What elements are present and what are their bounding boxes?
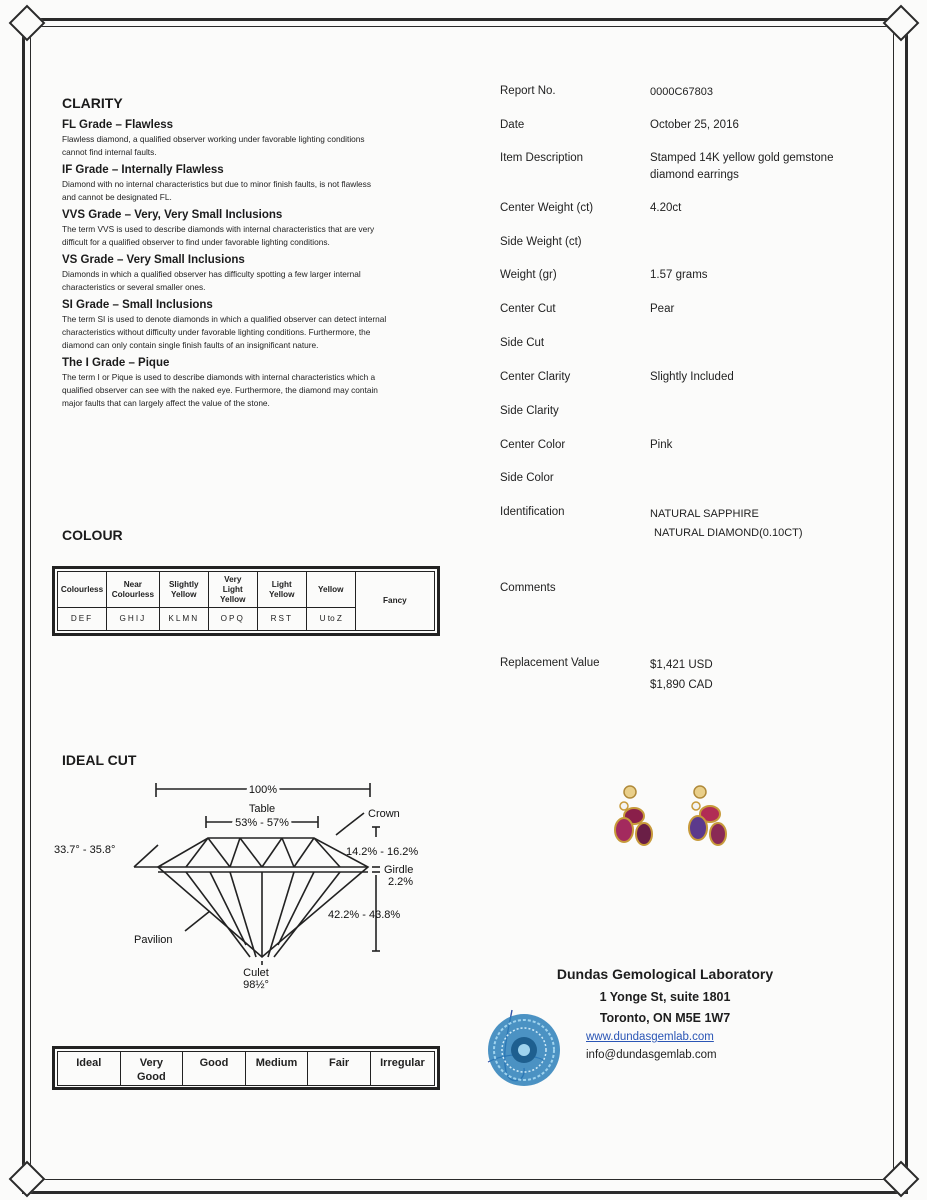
girdle-value: 2.2% [388, 876, 414, 888]
crown-height-label: 14.2% - 16.2% [346, 846, 419, 858]
replacement-value-label: Replacement Value [500, 657, 600, 669]
table-label: Table [248, 803, 276, 815]
lab-address-line1: 1 Yonge St, suite 1801 [599, 990, 731, 1004]
center-color-label: Center Color [500, 439, 566, 451]
colour-letters: OPQ [208, 608, 257, 631]
grade-heading: SI Grade – Small Inclusions [62, 299, 213, 311]
pavilion-depth-label: 42.2% - 43.8% [328, 909, 401, 921]
date-value: October 25, 2016 [650, 119, 739, 131]
side-weight-label: Side Weight (ct) [500, 236, 582, 248]
grade-description: The term VVS is used to describe diamonds with internal characteristics that are very difficult for a qualified observer to find under favorable lighting conditions. [62, 224, 375, 247]
grade-description: The term I or Pique is used to describe diamonds with internal characteristics which a qualified observer can see with the naked eye. Furthermore, the diamond may contain major faults that can largely affect the value of the stone. [62, 372, 378, 408]
center-weight-value: 4.20ct [650, 202, 682, 214]
cut-grade-cell: Fair [308, 1052, 371, 1086]
colour-cell: Colourless [58, 572, 107, 608]
colour-cell: Light Yellow [257, 572, 306, 608]
girdle-label: Girdle [384, 864, 414, 876]
cut-grade-cell: Ideal [58, 1052, 121, 1086]
grade-description: Flawless diamond, a qualified observer working under favorable lighting conditions cannot find internal faults. [62, 134, 365, 157]
cut-grade-cell: Medium [245, 1052, 308, 1086]
grade-description: Diamond with no internal characteristics but due to minor finish faults, is not flawless and cannot be designated FL. [62, 179, 371, 202]
center-cut-value: Pear [650, 303, 675, 315]
crown-label: Crown [368, 808, 400, 820]
colour-letters: DEF [58, 608, 107, 631]
culet-value: 98½° [243, 979, 269, 991]
colour-letters: KLMN [159, 608, 208, 631]
report-no-label: Report No. [500, 85, 556, 97]
side-color-label: Side Color [500, 472, 554, 484]
grade-heading: IF Grade – Internally Flawless [62, 164, 224, 176]
center-weight-label: Center Weight (ct) [500, 202, 594, 214]
identification-label: Identification [500, 506, 565, 518]
grade-description: Diamonds in which a qualified observer has difficulty spotting a few larger internal characteristics or several smaller ones. [62, 269, 361, 292]
ideal-cut-title: IDEAL CUT [62, 752, 137, 768]
colour-cell: Near Colourless [107, 572, 160, 608]
lab-website-link[interactable]: www.dundasgemlab.com [586, 1031, 714, 1043]
colour-letters: GHIJ [107, 608, 160, 631]
side-clarity-label: Side Clarity [500, 405, 559, 417]
lab-name: Dundas Gemological Laboratory [556, 966, 774, 982]
colour-letters: U to Z [306, 608, 355, 631]
colour-title: COLOUR [62, 527, 123, 543]
item-description-value: Stamped 14K yellow gold gemstone diamond earrings [650, 152, 834, 181]
grade-heading: VS Grade – Very Small Inclusions [62, 254, 245, 266]
diamond-proportions-diagram [50, 775, 440, 995]
cut-grade-cell: Very Good [120, 1052, 183, 1086]
side-cut-label: Side Cut [500, 337, 545, 349]
grade-heading: VVS Grade – Very, Very Small Inclusions [62, 209, 283, 221]
identification-value: NATURAL SAPPHIRE NATURAL DIAMOND(0.10CT) [650, 508, 803, 539]
width-label: 100% [248, 784, 278, 796]
clarity-section [62, 95, 442, 410]
colour-scale-table [52, 566, 440, 636]
grade-heading: FL Grade – Flawless [62, 119, 174, 131]
grade-description: The term SI is used to denote diamonds in which a qualified observer can detect internal characteristics without difficulty under favorable lighting conditions. Furthermore, the diamond can only contain single finish faults of an insignificant nature. [62, 314, 387, 350]
center-color-value: Pink [650, 439, 673, 451]
center-clarity-value: Slightly Included [650, 371, 734, 383]
lab-email: info@dundasgemlab.com [586, 1049, 717, 1061]
pavilion-label: Pavilion [134, 934, 173, 946]
crown-angle-label: 33.7° - 35.8° [54, 844, 116, 856]
item-description-label: Item Description [500, 152, 584, 164]
replacement-value: $1,421 USD $1,890 CAD [650, 659, 713, 691]
colour-cell: Slightly Yellow [159, 572, 208, 608]
weight-label: Weight (gr) [500, 269, 557, 281]
earrings-photo [612, 780, 752, 860]
colour-letters: RST [257, 608, 306, 631]
culet-label: Culet [243, 967, 269, 979]
colour-cell-fancy: Fancy [355, 572, 434, 631]
center-cut-label: Center Cut [500, 303, 556, 315]
comments-label: Comments [500, 582, 556, 594]
lab-contact-block [545, 966, 785, 1025]
clarity-title: CLARITY [62, 95, 123, 111]
cut-grade-table [52, 1046, 440, 1090]
grade-heading: The I Grade – Pique [62, 357, 170, 369]
cut-grade-cell: Irregular [370, 1052, 434, 1086]
cut-grade-cell: Good [183, 1052, 246, 1086]
report-no-value: 0000C67803 [650, 86, 714, 98]
lab-address-line2: Toronto, ON M5E 1W7 [599, 1011, 731, 1025]
colour-cell: Yellow [306, 572, 355, 608]
weight-value: 1.57 grams [650, 269, 708, 281]
center-clarity-label: Center Clarity [500, 371, 571, 383]
table-range-label: 53% - 57% [235, 817, 289, 829]
date-label: Date [500, 119, 525, 131]
colour-cell: Very Light Yellow [208, 572, 257, 608]
